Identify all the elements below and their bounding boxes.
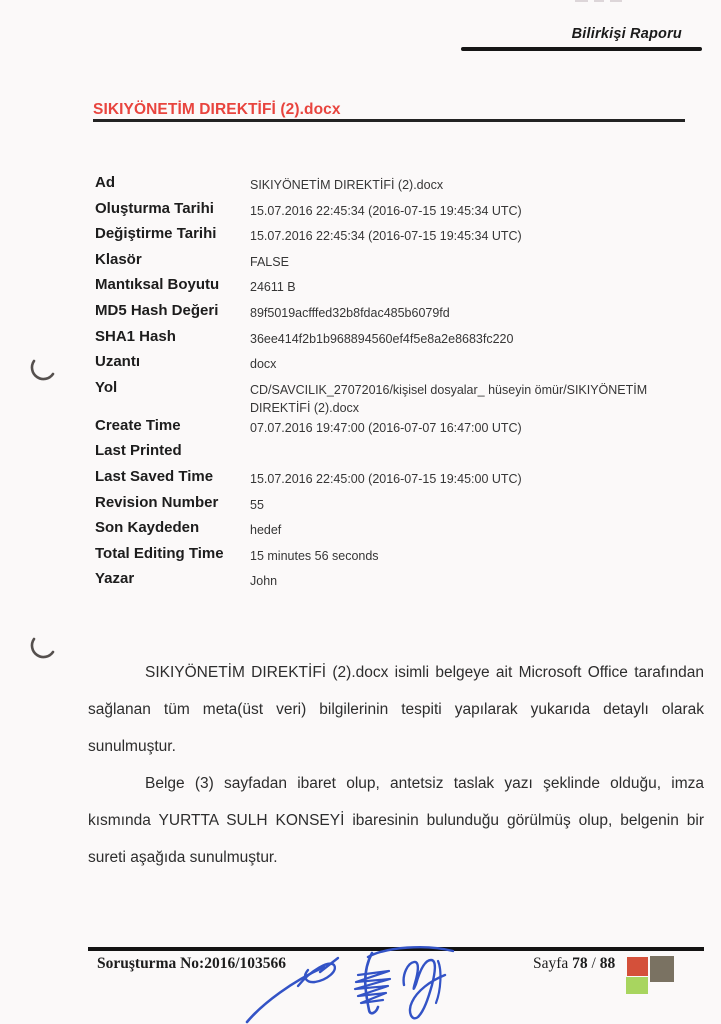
logo-square-green xyxy=(626,977,648,994)
metadata-row-sha1 xyxy=(95,328,707,354)
metadata-value: hedef xyxy=(250,523,282,538)
metadata-label: MD5 Hash Değeri xyxy=(95,301,219,319)
metadata-label: Create Time xyxy=(95,416,181,434)
metadata-row-yol xyxy=(95,379,707,417)
metadata-value: 15.07.2016 22:45:00 (2016-07-15 19:45:00 UTC) xyxy=(250,471,522,486)
metadata-row-md5 xyxy=(95,302,707,328)
metadata-row-last-printed xyxy=(95,442,707,468)
footer-rule xyxy=(88,947,704,951)
signature-middle xyxy=(355,947,453,1013)
metadata-value: 36ee414f2b1b968894560ef4f5e8a2e8683fc220 xyxy=(250,331,514,346)
page-separator: / xyxy=(591,955,596,972)
metadata-row-ad xyxy=(95,174,707,200)
metadata-label: Yazar xyxy=(95,570,135,588)
metadata-value xyxy=(250,442,705,444)
page-number: 78 xyxy=(572,955,588,972)
metadata-row-mantiksal-boyutu xyxy=(95,276,707,302)
scan-crescent-artifact xyxy=(32,361,53,379)
metadata-value: 15.07.2016 22:45:34 (2016-07-15 19:45:34 UTC) xyxy=(250,229,522,244)
metadata-value: 07.07.2016 19:47:00 (2016-07-07 16:47:00 UTC) xyxy=(250,420,522,435)
metadata-row-yazar xyxy=(95,570,707,596)
metadata-label: Oluşturma Tarihi xyxy=(95,199,214,217)
metadata-label: Total Editing Time xyxy=(95,544,224,562)
metadata-value: John xyxy=(250,574,278,589)
metadata-row-olusturma-tarihi xyxy=(95,200,707,226)
scan-crescent-artifact xyxy=(32,639,53,657)
body-text xyxy=(88,654,704,876)
page-indicator xyxy=(533,955,615,973)
logo-square-olive xyxy=(650,956,674,982)
metadata-label: Mantıksal Boyutu xyxy=(95,276,220,294)
metadata-table xyxy=(95,174,707,596)
title-rule xyxy=(93,119,685,122)
metadata-row-degistirme-tarihi xyxy=(95,225,707,251)
logo-square-red xyxy=(627,957,648,976)
metadata-row-create-time xyxy=(95,417,707,443)
signature-right xyxy=(404,960,445,1018)
metadata-label: Revision Number xyxy=(95,493,219,511)
header-rule xyxy=(461,47,702,51)
metadata-value: CD/SAVCILIK_27072016/kişisel dosyalar_ hüseyin ömür/SIKIYÖNETİM DIREKTİFİ (2).docx xyxy=(250,382,648,415)
document-title: SIKIYÖNETİM DIREKTİFİ (2).docx xyxy=(93,101,341,118)
metadata-label: Last Printed xyxy=(95,442,182,460)
metadata-value: 15.07.2016 22:45:34 (2016-07-15 19:45:34 UTC) xyxy=(250,203,522,218)
metadata-label: Last Saved Time xyxy=(95,467,214,485)
metadata-row-klasor xyxy=(95,251,707,277)
metadata-label: Klasör xyxy=(95,250,142,268)
page-total: 88 xyxy=(599,955,616,972)
metadata-row-son-kaydeden xyxy=(95,519,707,545)
metadata-label: SHA1 Hash xyxy=(95,327,176,345)
metadata-value: docx xyxy=(250,357,277,372)
metadata-row-last-saved-time xyxy=(95,468,707,494)
metadata-row-total-editing-time xyxy=(95,545,707,571)
scan-artifact-dash xyxy=(594,0,604,2)
metadata-label: Yol xyxy=(95,378,118,396)
metadata-value: 89f5019acfffed32b8fdac485b6079fd xyxy=(250,305,450,320)
page-label: Sayfa xyxy=(533,955,569,972)
metadata-value: 55 xyxy=(250,497,264,512)
paragraph-metadata-summary: SIKIYÖNETİM DIREKTİFİ (2).docx isimli belgeye ait Microsoft Office tarafından sağlanan tüm meta(üst veri) bilgilerinin tespiti yapılarak yukarıda detaylı olarak sunulmuştur. xyxy=(88,664,704,755)
metadata-value: 24611 B xyxy=(250,280,296,295)
metadata-value: SIKIYÖNETİM DIREKTİFİ (2).docx xyxy=(250,178,444,192)
metadata-label: Değiştirme Tarihi xyxy=(95,225,217,243)
scan-artifact-dash xyxy=(610,0,622,2)
scan-artifact-dash xyxy=(575,0,588,2)
metadata-row-uzanti xyxy=(95,353,707,379)
metadata-label: Son Kaydeden xyxy=(95,519,200,537)
metadata-label: Ad xyxy=(95,174,115,191)
report-header-title: Bilirkişi Raporu xyxy=(571,26,682,42)
investigation-number: Soruşturma No:2016/103566 xyxy=(97,955,287,972)
metadata-label: Uzantı xyxy=(95,353,140,371)
metadata-value: 15 minutes 56 seconds xyxy=(250,548,379,563)
metadata-row-revision-number xyxy=(95,494,707,520)
paragraph-document-description: Belge (3) sayfadan ibaret olup, antetsiz taslak yazı şeklinde olduğu, imza kısmında YURTTA SULH KONSEYİ ibaresinin bulunduğu görülmüş olup, belgenin bir sureti aşağıda sunulmuştur. xyxy=(88,775,704,866)
metadata-value: FALSE xyxy=(250,254,289,269)
